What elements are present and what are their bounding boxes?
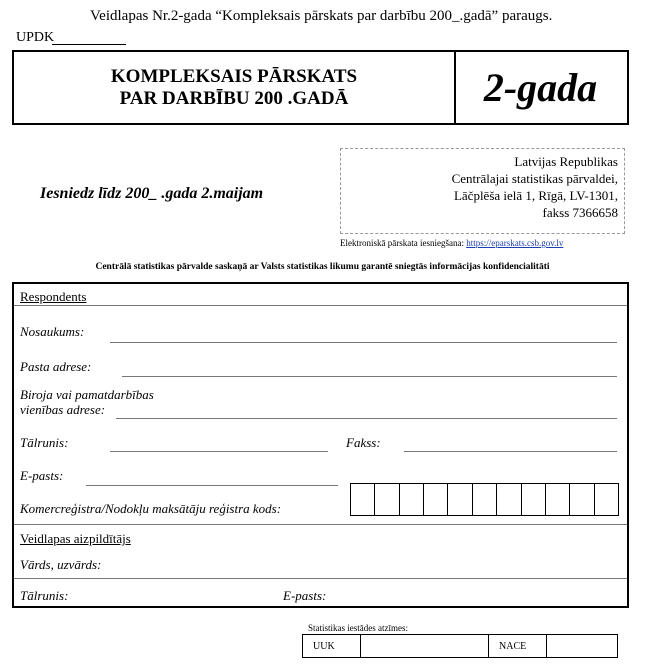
code-digit-box[interactable] <box>497 484 521 515</box>
form-title <box>14 52 456 123</box>
code-digit-box[interactable] <box>473 484 497 515</box>
updk-label: UPDK <box>16 30 55 45</box>
office-address-field[interactable] <box>116 418 617 419</box>
phone-label: Tālrunis: <box>20 435 69 450</box>
code-digit-box[interactable] <box>400 484 424 515</box>
document-caption: Veidlapas Nr.2-gada “Kompleksais pārskats par darbību 200_.gadā” paraugs. <box>90 8 553 24</box>
form-title-line2: PAR DARBĪBU 200 .GADĀ <box>119 87 349 109</box>
code-digit-box[interactable] <box>351 484 375 515</box>
uuk-label: UUK <box>303 635 361 657</box>
office-address-label-line1: Biroja vai pamatdarbības <box>20 387 154 402</box>
section-divider <box>14 305 627 306</box>
filler-name-label: Vārds, uzvārds: <box>20 557 102 572</box>
code-digit-box[interactable] <box>595 484 618 515</box>
address-line1: Latvijas Republikas <box>514 154 618 169</box>
postal-address-label: Pasta adrese: <box>20 359 92 374</box>
stats-office-table <box>302 634 618 658</box>
filler-name-field[interactable] <box>14 578 627 579</box>
title-box <box>12 50 629 125</box>
filler-phone-label: Tālrunis: <box>20 588 69 603</box>
uuk-field[interactable] <box>361 635 489 657</box>
code-digit-box[interactable] <box>448 484 472 515</box>
fax-label: Fakss: <box>346 435 381 450</box>
email-label: E-pasts: <box>20 468 64 483</box>
fax-field[interactable] <box>404 451 617 452</box>
stats-office-label: Statistikas iestādes atzīmes: <box>308 623 408 633</box>
section-divider <box>14 524 627 525</box>
submission-deadline: Iesniedz līdz 200_ .gada 2.maijam <box>40 185 264 202</box>
nace-label: NACE <box>489 635 547 657</box>
phone-field[interactable] <box>110 451 328 452</box>
address-line2: Centrālajai statistikas pārvaldei, <box>451 171 618 186</box>
registration-code-field[interactable] <box>350 483 619 516</box>
code-digit-box[interactable] <box>424 484 448 515</box>
updk-field[interactable] <box>52 44 126 45</box>
eparskats-link[interactable]: https://eparskats.csb.gov.lv <box>466 238 564 248</box>
respondent-form <box>12 282 629 608</box>
name-field[interactable] <box>110 342 617 343</box>
confidentiality-notice: Centrālā statistikas pārvalde saskaņā ar Valsts statistikas likumu garantē sniegtās informācijas konfidencialitāti <box>95 262 550 272</box>
electronic-submission <box>340 238 563 248</box>
form-title-line1: KOMPLEKSAIS PĀRSKATS <box>110 65 358 87</box>
form-code: 2-gada <box>483 65 598 110</box>
name-label: Nosaukums: <box>20 324 85 339</box>
office-address-label-line2: vienības adrese: <box>20 402 106 417</box>
nace-field[interactable] <box>547 635 617 657</box>
code-digit-box[interactable] <box>375 484 399 515</box>
filler-email-label: E-pasts: <box>283 588 327 603</box>
registration-code-label: Komercreģistra/Nodokļu maksātāju reģistra kods: <box>20 501 282 516</box>
recipient-address <box>340 148 625 234</box>
email-field[interactable] <box>86 485 338 486</box>
code-digit-box[interactable] <box>546 484 570 515</box>
postal-address-field[interactable] <box>122 376 617 377</box>
address-line4: fakss 7366658 <box>542 205 618 220</box>
address-line3: Lāčplēša ielā 1, Rīgā, LV-1301, <box>453 188 618 203</box>
filler-section-title: Veidlapas aizpildītājs <box>20 531 131 546</box>
code-digit-box[interactable] <box>570 484 594 515</box>
code-digit-box[interactable] <box>522 484 546 515</box>
respondent-section-title: Respondents <box>20 289 87 304</box>
electronic-label: Elektroniskā pārskata iesniegšana: <box>340 238 464 248</box>
office-address-label <box>20 387 154 417</box>
